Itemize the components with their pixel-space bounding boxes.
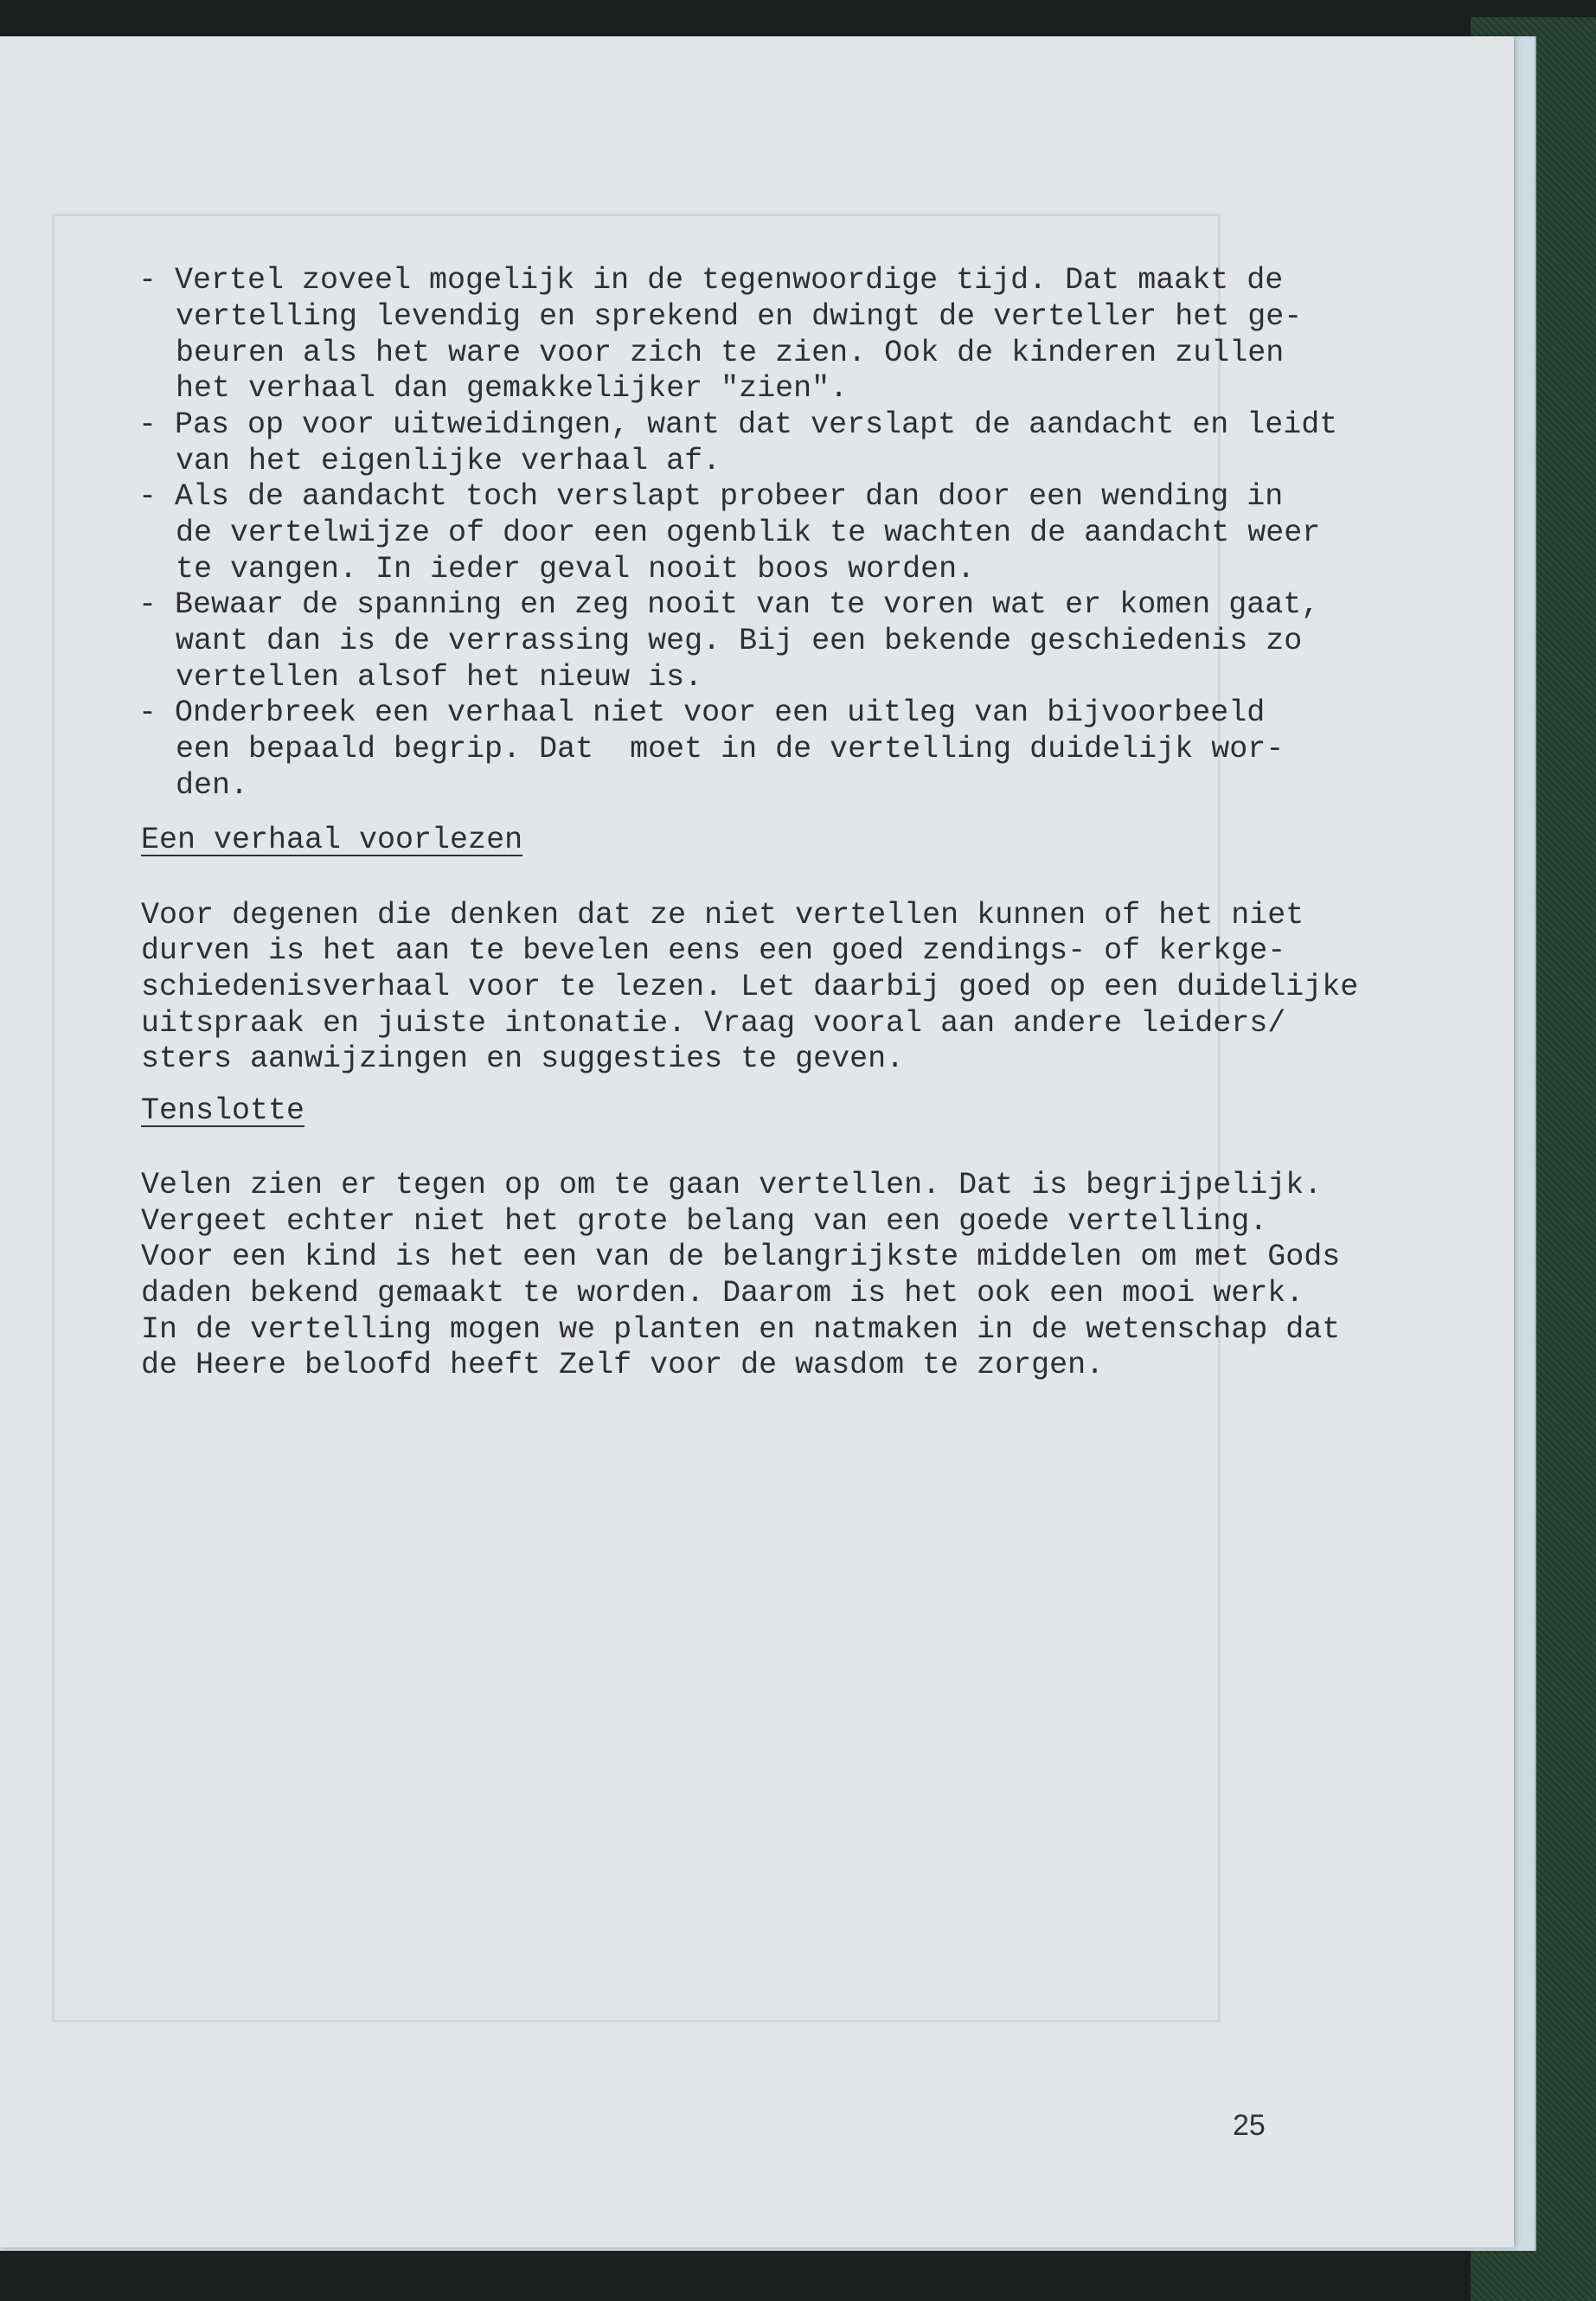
text-line: Voor een kind is het een van de belangrijkste middelen om met Gods bbox=[141, 1240, 1341, 1274]
text-line: want dan is de verrassing weg. Bij een bekende geschiedenis zo bbox=[176, 624, 1303, 658]
text-line: te vangen. In ieder geval nooit boos worden. bbox=[176, 552, 976, 586]
text-line: beuren als het ware voor zich te zien. Ook de kinderen zullen bbox=[176, 336, 1285, 370]
text-line: van het eigenlijke verhaal af. bbox=[176, 444, 721, 478]
text-line: - Onderbreek een verhaal niet voor een uitleg van bijvoorbeeld bbox=[138, 695, 1266, 730]
text-line: - Als de aandacht toch verslapt probeer dan door een wending in bbox=[138, 479, 1284, 514]
text-line: - Vertel zoveel mogelijk in de tegenwoordige tijd. Dat maakt de bbox=[138, 263, 1284, 298]
text-line: vertelling levendig en sprekend en dwingt de verteller het ge- bbox=[176, 299, 1303, 334]
text-line: Vergeet echter niet het grote belang van een goede vertelling. bbox=[141, 1204, 1268, 1239]
page-content bbox=[0, 36, 1514, 2247]
text-line: uitspraak en juiste intonatie. Vraag vooral aan andere leiders/ bbox=[141, 1006, 1286, 1041]
text-line: - Pas op voor uitweidingen, want dat verslapt de aandacht en leidt bbox=[138, 407, 1338, 442]
section-heading: Een verhaal voorlezen bbox=[141, 823, 523, 857]
text-line: de vertelwijze of door een ogenblik te wachten de aandacht weer bbox=[176, 516, 1321, 550]
text-line: het verhaal dan gemakkelijker "zien". bbox=[176, 371, 849, 406]
text-line: Velen zien er tegen op om te gaan vertellen. Dat is begrijpelijk. bbox=[141, 1168, 1323, 1202]
section-heading: Tenslotte bbox=[141, 1093, 305, 1128]
text-line: In de vertelling mogen we planten en natmaken in de wetenschap dat bbox=[141, 1312, 1341, 1347]
text-line: daden bekend gemaakt te worden. Daarom is het ook een mooi werk. bbox=[141, 1276, 1304, 1311]
text-line: een bepaald begrip. Dat moet in de vertelling duidelijk wor- bbox=[176, 732, 1285, 766]
text-line: durven is het aan te bevelen eens een goed zendings- of kerkge- bbox=[141, 933, 1286, 968]
text-line: de Heere beloofd heeft Zelf voor de wasdom te zorgen. bbox=[141, 1348, 1105, 1382]
text-line: sters aanwijzingen en suggesties te geven. bbox=[141, 1042, 905, 1076]
text-line: vertellen alsof het nieuw is. bbox=[176, 660, 703, 695]
text-line: Voor degenen die denken dat ze niet vertellen kunnen of het niet bbox=[141, 898, 1304, 933]
page-number: 25 bbox=[1233, 2109, 1266, 2142]
text-line: - Bewaar de spanning en zeg nooit van te voren wat er komen gaat, bbox=[138, 587, 1320, 622]
document-page bbox=[0, 36, 1514, 2247]
text-line: den. bbox=[176, 768, 249, 803]
text-line: schiedenisverhaal voor te lezen. Let daarbij goed op een duidelijke bbox=[141, 970, 1359, 1004]
